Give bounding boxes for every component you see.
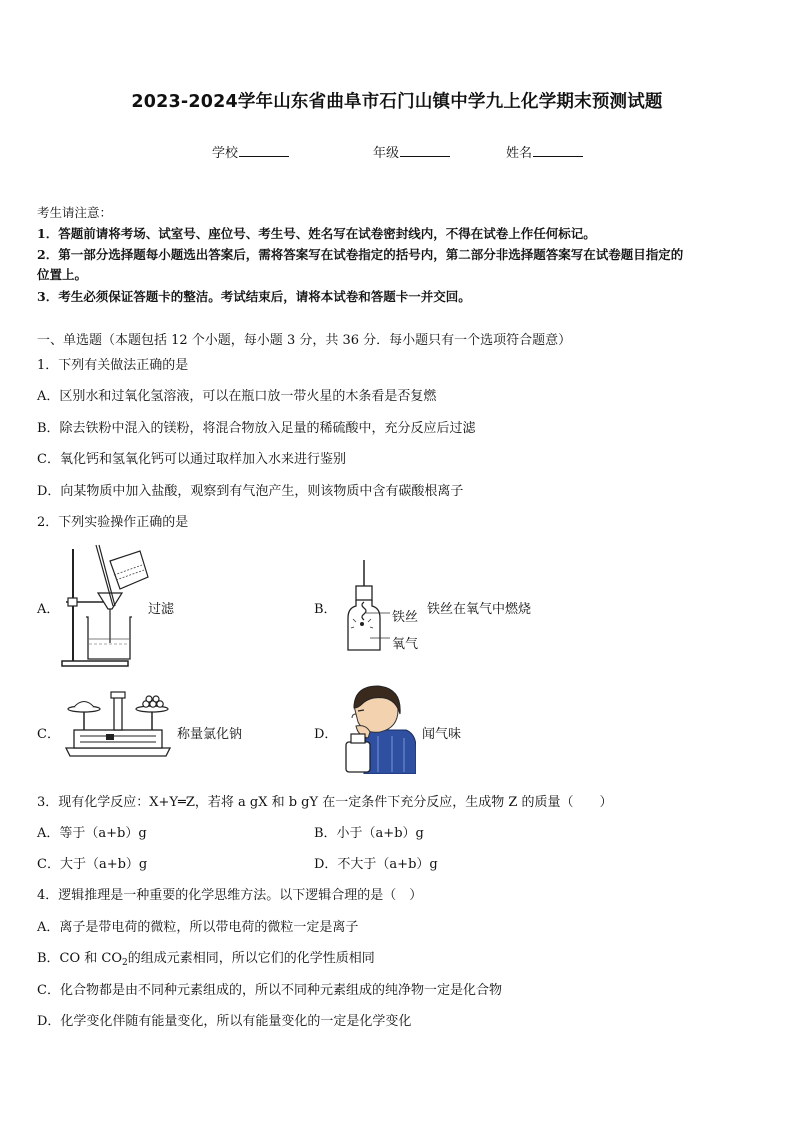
q4-option-c[interactable]: C．化合物都是由不同种元素组成的，所以不同种元素组成的纯净物一定是化合物 (37, 983, 502, 998)
section-heading: 一、单选题（本题包括 12 个小题，每小题 3 分，共 36 分．每小题只有一个选项符合题意） (37, 333, 572, 348)
name-label: 姓名 (506, 146, 533, 161)
iron-wire-label: 铁丝 (392, 610, 419, 625)
q2-option-b-text: 铁丝在氧气中燃烧 (427, 602, 532, 617)
oxygen-bottle-icon (342, 558, 392, 656)
q2-option-a-text: 过滤 (148, 602, 175, 617)
school-field[interactable] (212, 142, 289, 161)
q1-option-c[interactable]: C．氧化钙和氢氧化钙可以通过取样加入水来进行鉴别 (37, 452, 346, 467)
filtration-apparatus-icon (58, 543, 152, 668)
q1-stem: 1．下列有关做法正确的是 (37, 358, 189, 373)
q4-option-b-subscript: 2 (122, 958, 128, 968)
oxygen-label: 氧气 (392, 637, 419, 652)
grade-blank[interactable] (400, 144, 450, 157)
q4-stem: 4．逻辑推理是一种重要的化学思维方法。以下逻辑合理的是（ ） (37, 888, 423, 903)
q3-option-d[interactable]: D．不大于（a+b）g (314, 857, 438, 872)
q3-option-b[interactable]: B．小于（a+b）g (314, 826, 424, 841)
notice-item-3: 3．考生必须保证答题卡的整洁。考试结束后，请将本试卷和答题卡一并交回。 (37, 289, 471, 304)
notice-item-2: 2．第一部分选择题每小题选出答案后，需将答案写在试卷指定的括号内，第二部分非选择题答案写在试卷题目指定的 (37, 247, 684, 262)
name-field[interactable] (506, 142, 583, 161)
q4-option-b[interactable] (37, 947, 375, 966)
q4-option-b-post: 的组成元素相同，所以它们的化学性质相同 (127, 951, 375, 966)
school-label: 学校 (212, 146, 239, 161)
notice-item-1: 1．答题前请将考场、试室号、座位号、考生号、姓名写在试卷密封线内，不得在试卷上作任何标记。 (37, 226, 596, 241)
notice-item-2-cont: 位置上。 (37, 267, 88, 282)
q2-option-d-text: 闻气味 (422, 727, 462, 742)
balance-scale-icon (62, 690, 174, 758)
q2-option-b-letter[interactable]: B． (314, 602, 337, 617)
q2-option-d-letter[interactable]: D． (314, 727, 338, 742)
q3-option-c[interactable]: C．大于（a+b）g (37, 857, 148, 872)
grade-field[interactable] (373, 142, 450, 161)
notice-heading: 考生请注意： (37, 205, 113, 220)
q2-option-c-letter[interactable]: C． (37, 727, 60, 742)
q2-option-c-text: 称量氯化钠 (177, 727, 243, 742)
grade-label: 年级 (373, 146, 400, 161)
page-title: 2023-2024学年山东省曲阜市石门山镇中学九上化学期末预测试题 (131, 92, 663, 112)
q2-stem: 2．下列实验操作正确的是 (37, 515, 189, 530)
q1-option-a[interactable]: A．区别水和过氧化氢溶液，可以在瓶口放一带火星的木条看是否复燃 (37, 389, 437, 404)
q3-option-a[interactable]: A．等于（a+b）g (37, 826, 147, 841)
name-blank[interactable] (533, 144, 583, 157)
school-blank[interactable] (239, 144, 289, 157)
q3-stem: 3．现有化学反应：X+Y═Z，若将 a gX 和 b gY 在一定条件下充分反应，生成物 Z 的质量（ ） (37, 795, 613, 810)
q4-option-a[interactable]: A．离子是带电荷的微粒，所以带电荷的微粒一定是离子 (37, 920, 359, 935)
smelling-student-icon (340, 684, 416, 774)
q1-option-b[interactable]: B．除去铁粉中混入的镁粉，将混合物放入足量的稀硫酸中，充分反应后过滤 (37, 421, 476, 436)
q1-option-d[interactable]: D．向某物质中加入盐酸，观察到有气泡产生，则该物质中含有碳酸根离子 (37, 484, 464, 499)
q4-option-b-pre: B．CO 和 CO (37, 951, 123, 966)
q4-option-d[interactable]: D．化学变化伴随有能量变化，所以有能量变化的一定是化学变化 (37, 1014, 412, 1029)
q2-option-a-letter[interactable]: A． (37, 602, 60, 617)
